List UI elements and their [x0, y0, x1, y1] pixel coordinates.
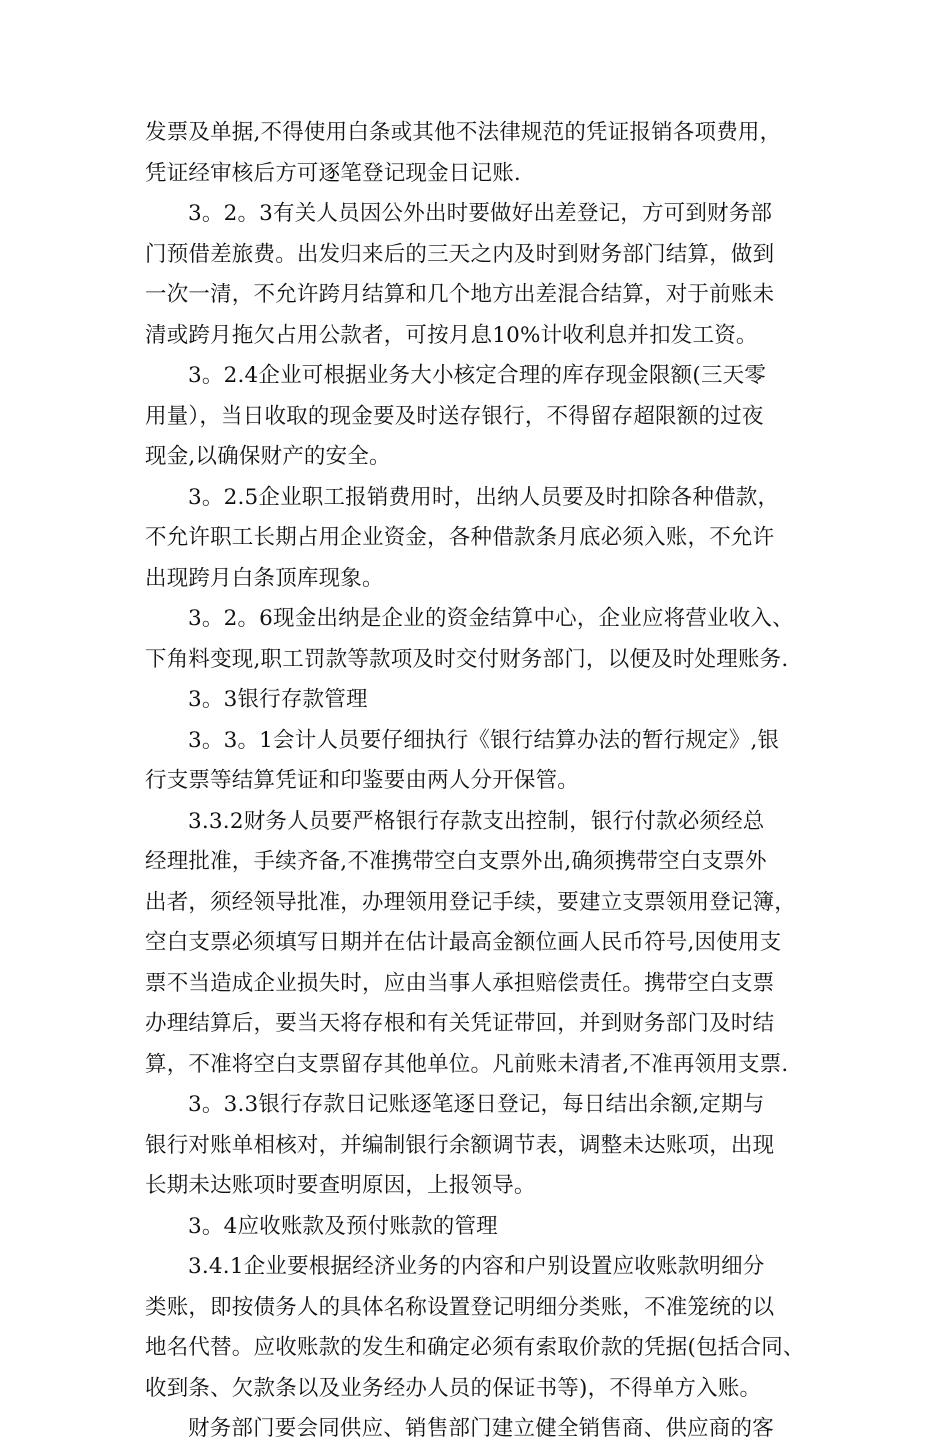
text-line: 门预借差旅费。出发归来后的三天之内及时到财务部门结算，做到 [145, 241, 775, 267]
text-line: 3.3.2财务人员要严格银行存款支出控制，银行付款必须经总 [188, 808, 765, 834]
text-line: 3。3。1会计人员要仔细执行《银行结算办法的暂行规定》,银 [188, 727, 780, 753]
text-line: 经理批准，手续齐备,不准携带空白支票外出,确须携带空白支票外 [145, 849, 767, 874]
text-line: 出现跨月白条顶库现象。 [145, 565, 384, 591]
text-line: 现金,以确保财产的安全。 [145, 444, 391, 469]
text-line: 类账，即按债务人的具体名称设置登记明细分类账，不准笼统的以 [145, 1294, 775, 1320]
text-line: 3。4应收账款及预付账款的管理 [188, 1213, 498, 1239]
text-line: 财务部门要会同供应、销售部门建立健全销售商、供应商的客 [188, 1416, 774, 1441]
text-line: 3。3.3银行存款日记账逐笔逐日登记，每日结出余额,定期与 [188, 1092, 765, 1117]
text-line: 3。3银行存款管理 [188, 687, 368, 712]
text-line: 发票及单据,不得使用白条或其他不法律规范的凭证报销各项费用， [145, 120, 782, 145]
text-line: 3。2.4企业可根据业务大小核定合理的库存现金限额(三天零 [188, 363, 767, 388]
text-line: 地名代替。应收账款的发生和确定必须有索取价款的凭据(包括合同、 [145, 1335, 805, 1360]
text-line: 算，不准将空白支票留存其他单位。凡前账未清者,不准再领用支票. [145, 1051, 789, 1077]
text-line: 长期未达账项时要查明原因，上报领导。 [145, 1173, 536, 1198]
text-line: 票不当造成企业损失时，应由当事人承担赔偿责任。携带空白支票 [145, 970, 775, 996]
text-line: 办理结算后，要当天将存根和有关凭证带回，并到财务部门及时结 [145, 1011, 775, 1036]
text-line: 3。2。3有关人员因公外出时要做好出差登记，方可到财务部 [188, 201, 773, 226]
text-line: 行支票等结算凭证和印鉴要由两人分开保管。 [145, 768, 580, 793]
text-line: 3。2。6现金出纳是企业的资金结算中心，企业应将营业收入、 [188, 606, 794, 631]
text-line: 空白支票必须填写日期并在估计最高金额位画人民币符号,因使用支 [145, 930, 782, 955]
text-line: 清或跨月拖欠占用公款者，可按月息10%计收利息并扣发工资。 [145, 322, 758, 348]
document-page [145, 113, 810, 1450]
text-line: 出者，须经领导批准，办理领用登记手续，要建立支票领用登记簿， [145, 889, 797, 915]
text-line: 用量），当日收取的现金要及时送存银行，不得留存超限额的过夜 [145, 403, 764, 429]
text-line: 3.4.1企业要根据经济业务的内容和户别设置应收账款明细分 [188, 1254, 765, 1279]
text-line: 下角料变现,职工罚款等款项及时交付财务部门，以便及时处理账务. [145, 646, 789, 672]
text-line: 不允许职工长期占用企业资金，各种借款条月底必须入账，不允许 [145, 525, 775, 550]
text-line: 收到条、欠款条以及业务经办人员的保证书等)，不得单方入账。 [145, 1375, 762, 1401]
text-line: 凭证经审核后方可逐笔登记现金日记账. [145, 160, 521, 186]
text-line: 银行对账单相核对，并编制银行余额调节表，调整未达账项，出现 [145, 1132, 775, 1158]
text-line: 一次一清，不允许跨月结算和几个地方出差混合结算，对于前账未 [145, 282, 775, 307]
text-line: 3。2.5企业职工报销费用时，出纳人员要及时扣除各种借款， [188, 484, 780, 510]
